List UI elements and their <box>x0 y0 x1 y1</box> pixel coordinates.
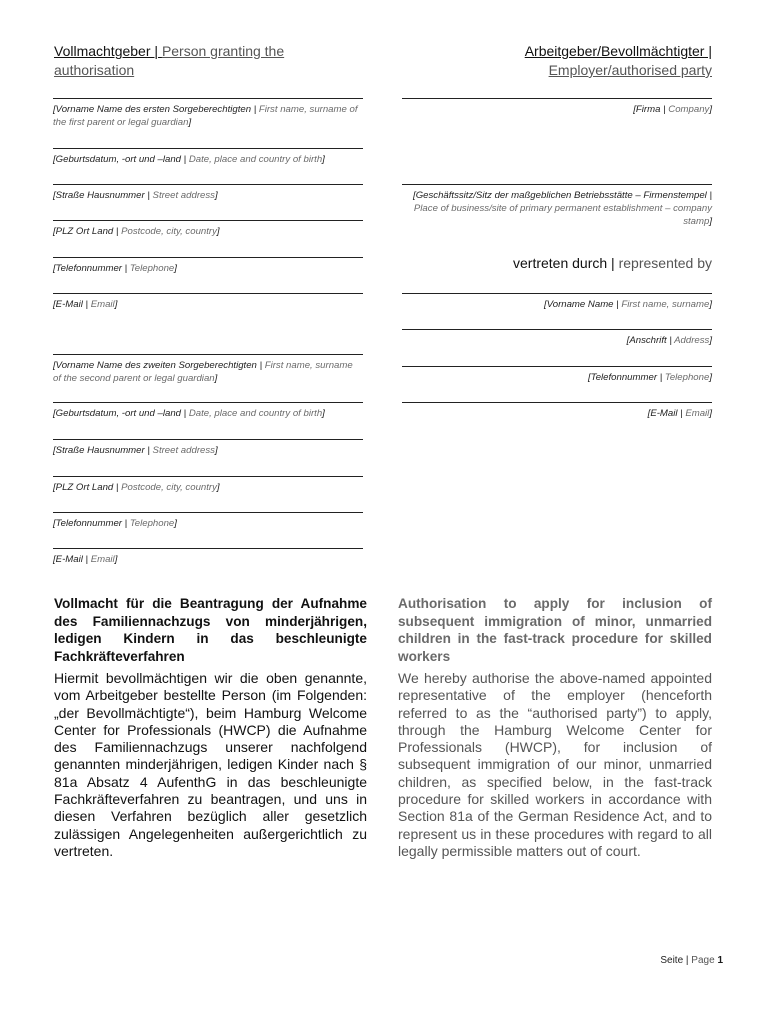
signature-line <box>402 293 712 294</box>
signature-line <box>402 184 712 185</box>
field-label-en: Postcode, city, country <box>121 482 217 493</box>
signature-line <box>53 293 363 294</box>
field-label-en: First name, surname <box>621 299 710 310</box>
represented-by-heading <box>402 255 712 271</box>
representative-address-field[interactable]: [Anschrift | Address] <box>402 329 712 347</box>
field-label-de: Vorname Name des zweiten Sorgeberechtigten <box>55 360 257 371</box>
page-number: 1 <box>717 955 723 966</box>
parent1-street-field[interactable]: [Straße Hausnummer | Street address] <box>53 184 363 202</box>
representative-email-field[interactable]: [E-Mail | Email] <box>402 402 712 420</box>
field-label-en: Date, place and country of birth <box>188 154 323 165</box>
business-site-field[interactable]: [Geschäftssitz/Sitz der maßgeblichen Betriebsstätte – Firmenstempel | Place of business/site of primary permanent establishment – company stamp] <box>402 184 712 228</box>
signature-line <box>53 98 363 99</box>
authorisation-title-en: Authorisation to apply for inclusion of subsequent immigration of minor, unmarried children in the fast-track procedure for skilled workers <box>398 596 712 664</box>
field-label-de: Geburtsdatum, -ort und –land <box>55 154 181 165</box>
heading-separator: | <box>150 43 162 59</box>
field-label-en: Email <box>90 299 115 310</box>
parent2-birth-field[interactable]: [Geburtsdatum, -ort und –land | Date, place and country of birth] <box>53 402 363 420</box>
field-label-de: E-Mail <box>55 299 83 310</box>
field-label-de: Straße Hausnummer <box>55 190 145 201</box>
signature-line <box>53 220 363 221</box>
field-label-de: Anschrift <box>629 335 667 346</box>
field-label-de: Vorname Name des ersten Sorgeberechtigten <box>55 104 252 115</box>
employer-heading <box>398 42 712 80</box>
authorisation-text-de: Hiermit bevollmächtigen wir die oben genannte, vom Arbeitgeber bestellte Person (im Folgenden: „der Bevollmächtigte“), beim Hamburg Welcome Center for Professionals (HWCP) die Aufnahme des Familiennachzugs unserer nachfolgend genannten minderjährigen, ledigen Kinder nach § 81a Absatz 4 AufenthG in das beschleunigte Fachkräfteverfahren zu beantragen, und uns in diesen Verfahren bezüglich aller gesetzlich zulässigen Angelegenheiten außergerichtlich zu vertreten. <box>54 670 367 859</box>
parent2-phone-field[interactable]: [Telefonnummer | Telephone] <box>53 512 363 530</box>
field-label-en: Postcode, city, country <box>121 226 217 237</box>
authorisation-title-de: Vollmacht für die Beantragung der Aufnahme des Familiennachzugs von minderjährigen, ledigen Kindern in das beschleunigte Fachkräfteverfahren <box>54 596 367 664</box>
parent1-birth-field[interactable]: [Geburtsdatum, -ort und –land | Date, place and country of birth] <box>53 148 363 166</box>
field-label-de: Straße Hausnummer <box>55 445 145 456</box>
heading-separator: | <box>607 255 619 271</box>
field-label-de: Firma <box>635 104 661 115</box>
grantor-heading-de: Vollmachtgeber <box>54 43 151 59</box>
signature-line <box>53 184 363 185</box>
field-label-en: Email <box>685 408 710 419</box>
field-label-de: PLZ Ort Land <box>55 482 114 493</box>
signature-line <box>53 257 363 258</box>
parent1-email-field[interactable]: [E-Mail | Email] <box>53 293 363 311</box>
parent2-name-field[interactable]: [Vorname Name des zweiten Sorgeberechtigten | First name, surname of the second parent or legal guardian] <box>53 354 363 385</box>
field-label-de: Geschäftssitz/Sitz der maßgeblichen Betriebsstätte – Firmenstempel <box>415 190 707 201</box>
represented-by-en: represented by <box>618 255 712 271</box>
signature-line <box>402 402 712 403</box>
field-label-en: Telephone <box>129 263 175 274</box>
field-label-en: Street address <box>152 190 215 201</box>
field-label-en: Telephone <box>129 518 175 529</box>
represented-by-de: vertreten durch <box>513 255 608 271</box>
grantor-heading <box>54 42 366 80</box>
field-label-de: PLZ Ort Land <box>55 226 114 237</box>
field-label-en: Email <box>90 554 115 565</box>
parent1-phone-field[interactable]: [Telefonnummer | Telephone] <box>53 257 363 275</box>
employer-heading-en: Employer/authorised party <box>548 62 712 78</box>
page-label-en: Page <box>691 955 715 966</box>
field-label-en: Address <box>674 335 710 346</box>
field-label-de: Vorname Name <box>546 299 614 310</box>
field-label-en: Company <box>668 104 710 115</box>
grantor-heading-en: Person granting the authorisation <box>54 43 285 78</box>
authorisation-text-en: We hereby authorise the above-named appointed representative of the employer (henceforth referred to as the “authorised party”) to apply, through the Hamburg Welcome Center for Professionals (HWCP), for inclusion of subsequent immigration of our minor, unmarried children, as specified below, in the fast-track procedure for skilled workers in accordance with Section 81a of the German Residence Act, and to represent us in these procedures with regard to all legally permissible matters out of court. <box>398 670 712 859</box>
field-label-de: Telefonnummer <box>55 518 122 529</box>
representative-phone-field[interactable]: [Telefonnummer | Telephone] <box>402 366 712 384</box>
parent1-name-field[interactable]: [Vorname Name des ersten Sorgeberechtigten | First name, surname of the first parent or legal guardian] <box>53 98 363 129</box>
signature-line <box>53 148 363 149</box>
company-field[interactable]: [Firma | Company] <box>402 98 712 116</box>
field-label-en: Street address <box>152 445 215 456</box>
signature-line <box>53 354 363 355</box>
parent2-city-field[interactable]: [PLZ Ort Land | Postcode, city, country] <box>53 476 363 494</box>
page-label-de: Seite <box>660 955 684 966</box>
field-label-en: Date, place and country of birth <box>188 408 323 419</box>
signature-line <box>53 439 363 440</box>
signature-line <box>402 98 712 99</box>
footer-separator: | <box>683 955 692 966</box>
field-label-de: E-Mail <box>55 554 83 565</box>
parent2-street-field[interactable]: [Straße Hausnummer | Street address] <box>53 439 363 457</box>
signature-line <box>402 366 712 367</box>
signature-line <box>402 329 712 330</box>
heading-separator: | <box>704 43 712 59</box>
field-label-en: First name, surname of the first parent or legal guardian <box>53 104 358 128</box>
field-label-de: Telefonnummer <box>55 263 122 274</box>
field-label-de: E-Mail <box>650 408 678 419</box>
field-label-de: Telefonnummer <box>590 372 658 383</box>
signature-line <box>53 512 363 513</box>
parent1-city-field[interactable]: [PLZ Ort Land | Postcode, city, country] <box>53 220 363 238</box>
representative-name-field[interactable]: [Vorname Name | First name, surname] <box>402 293 712 311</box>
signature-line <box>53 548 363 549</box>
field-label-en: Telephone <box>664 372 710 383</box>
signature-line <box>53 476 363 477</box>
field-label-en: Place of business/site of primary permanent establishment – company stamp <box>413 203 712 227</box>
employer-heading-de: Arbeitgeber/Bevollmächtigter <box>524 43 705 59</box>
page-footer <box>660 955 723 966</box>
signature-line <box>53 402 363 403</box>
parent2-email-field[interactable]: [E-Mail | Email] <box>53 548 363 566</box>
field-label-de: Geburtsdatum, -ort und –land <box>55 408 181 419</box>
field-label-en: First name, surname of the second parent or legal guardian <box>53 360 353 384</box>
